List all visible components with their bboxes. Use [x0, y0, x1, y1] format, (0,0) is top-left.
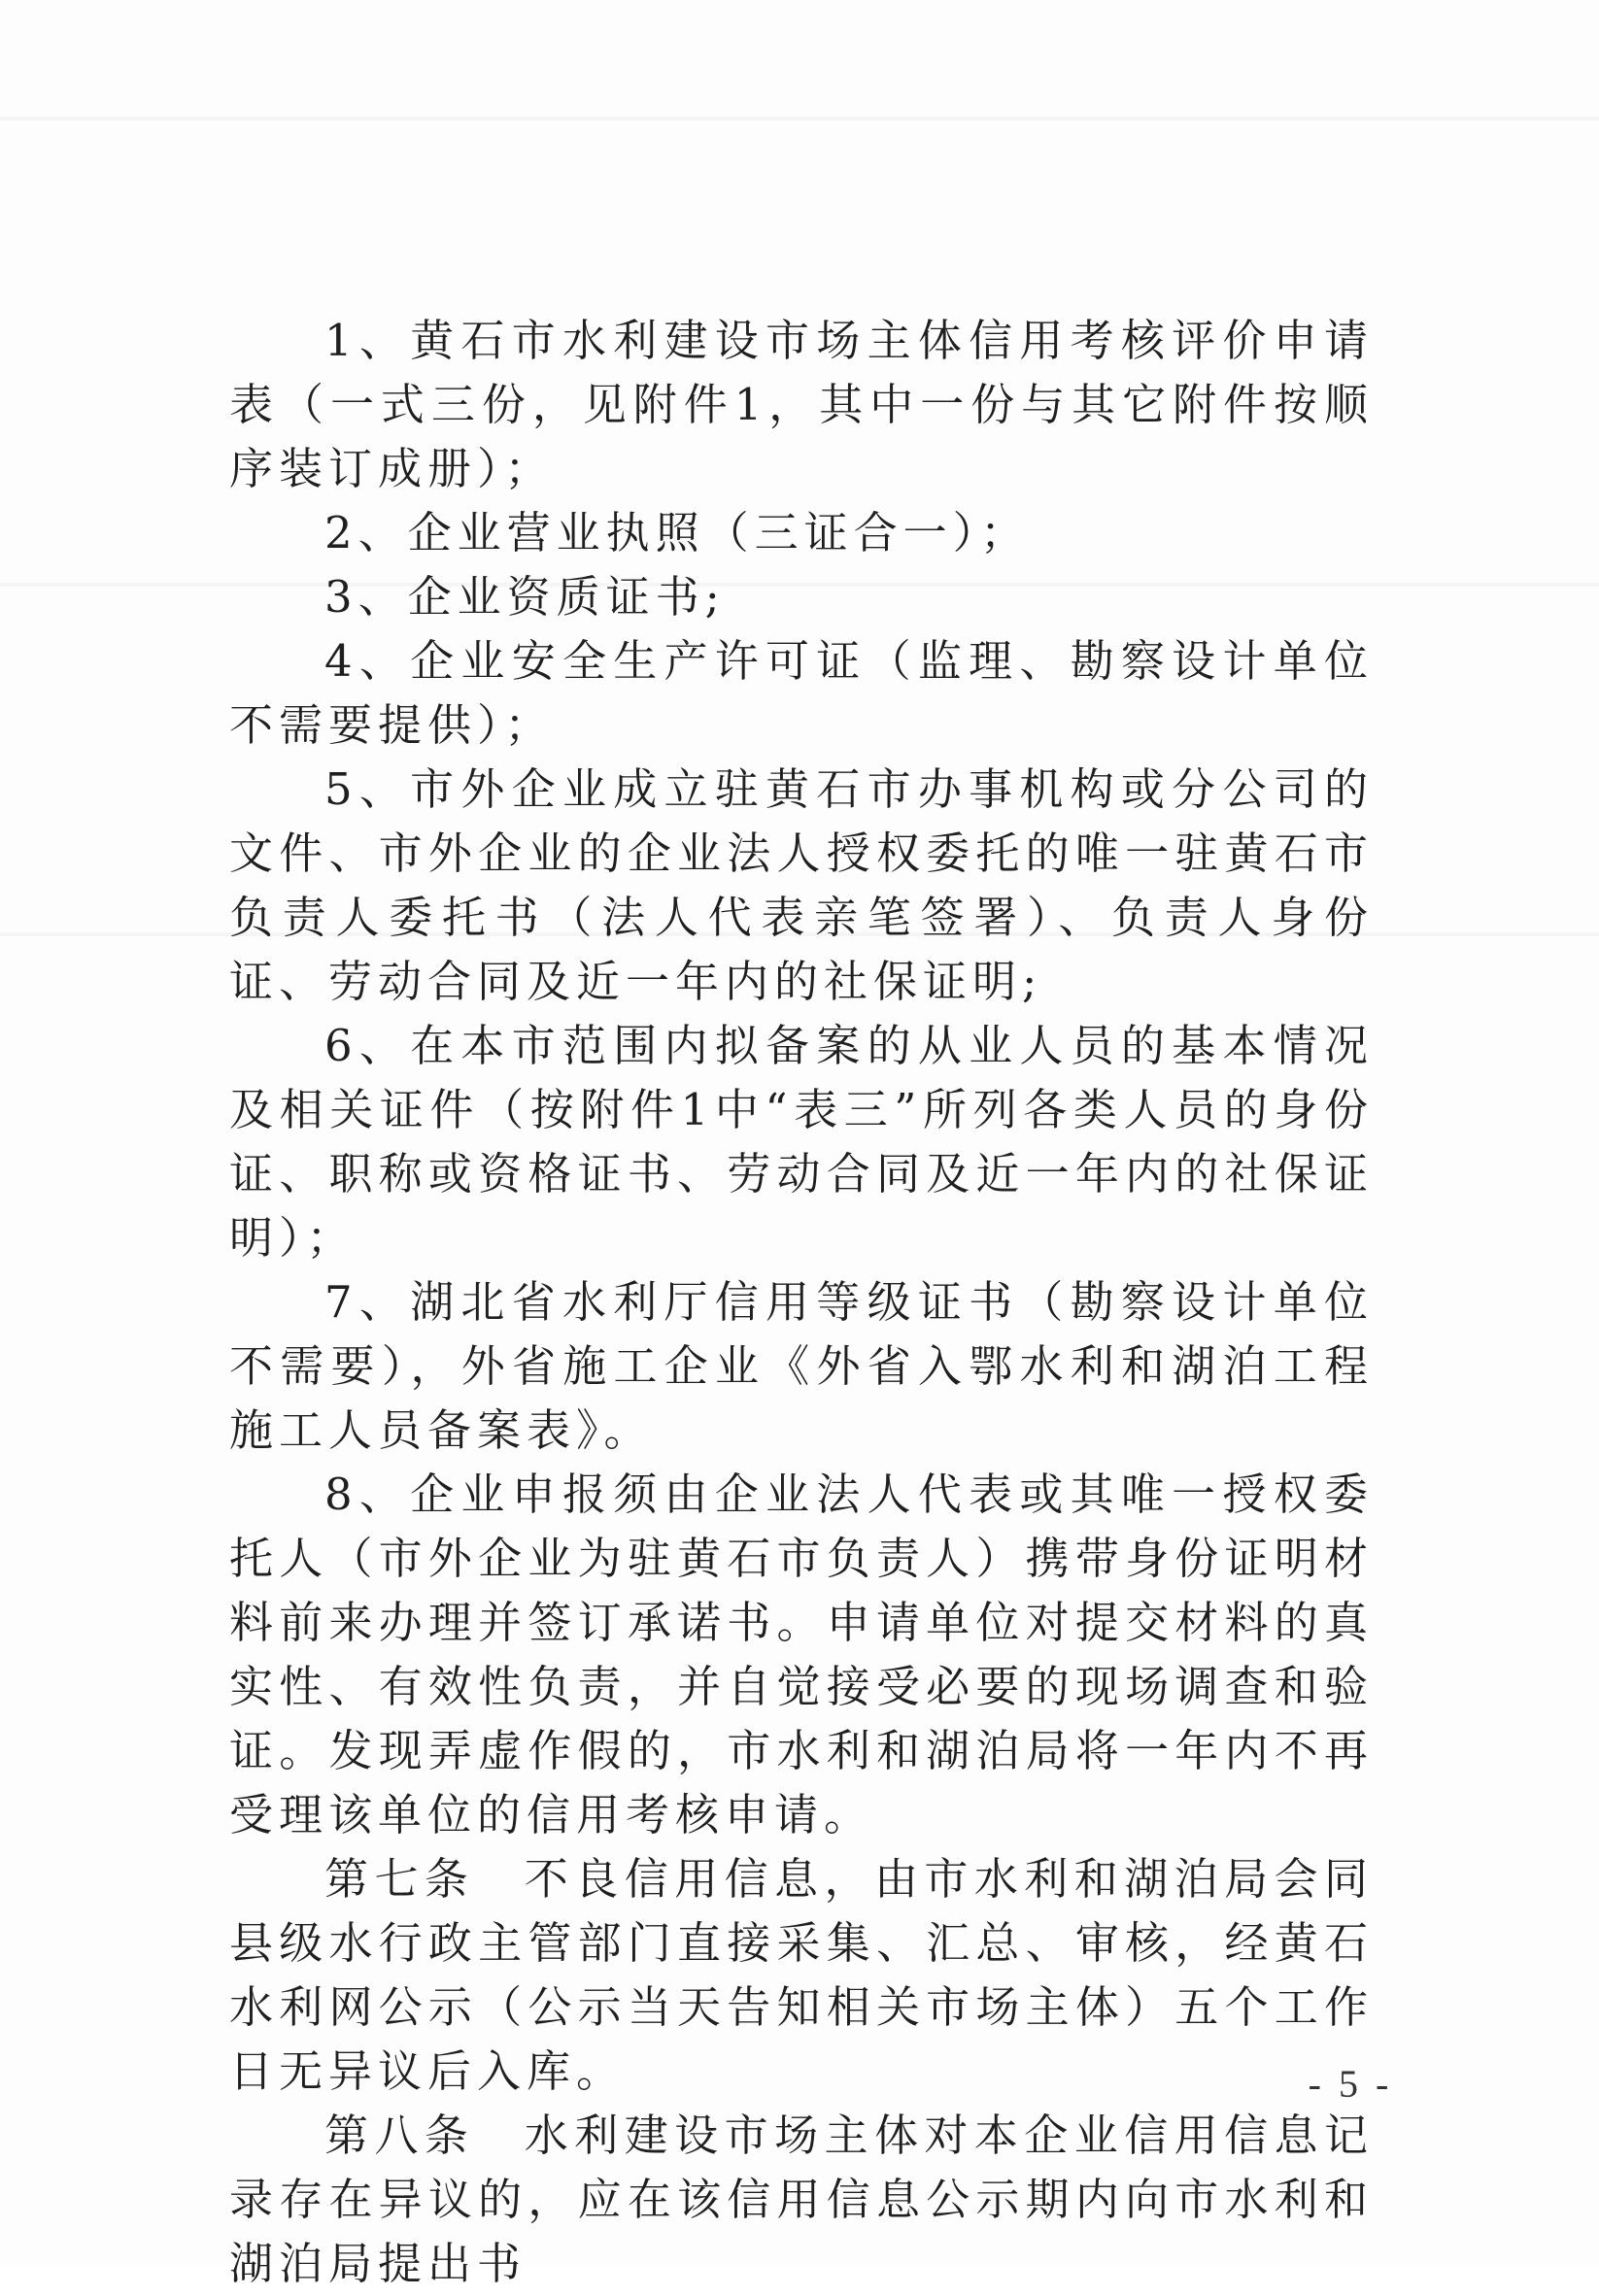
paragraph-item-2: 2、企业营业执照（三证合一）；	[324, 507, 1031, 558]
paragraph-item-6: 6、在本市范围内拟备案的从业人员的基本情况及相关证件（按附件1中“表三”所列各类人员的身份证、职称或资格证书、劳动合同及近一年内的社保证明）；	[229, 1020, 1374, 1264]
paragraph-item-4: 4、企业安全生产许可证（监理、勘察设计单位不需要提供）；	[229, 635, 1374, 751]
scan-artifact	[0, 117, 1599, 120]
article-7-paragraph: 第七条 不良信用信息，由市水利和湖泊局会同县级水行政主管部门直接采集、汇总、审核，经黄石水利网公示（公示当天告知相关市场主体）五个工作日无异议后入库。	[229, 1853, 1374, 2097]
page-number: - 5 -	[1308, 2062, 1393, 2106]
paragraph-item-8: 8、企业申报须由企业法人代表或其唯一授权委托人（市外企业为驻黄石市负责人）携带身份证明材料前来办理并签订承诺书。申请单位对提交材料的真实性、有效性负责，并自觉接受必要的现场调查和验证。发现弄虚作假的，市水利和湖泊局将一年内不再受理该单位的信用考核申请。	[229, 1469, 1374, 1840]
article-8-paragraph: 第八条 水利建设市场主体对本企业信用信息记录存在异议的，应在该信用信息公示期内向市水利和湖泊局提出书	[229, 2110, 1374, 2289]
paragraph-item-1: 1、黄石市水利建设市场主体信用考核评价申请表（一式三份，见附件1，其中一份与其它附件按顺序装订成册）；	[229, 315, 1374, 494]
paragraph-item-7: 7、湖北省水利厅信用等级证书（勘察设计单位不需要），外省施工企业《外省入鄂水利和湖泊工程施工人员备案表》。	[229, 1276, 1374, 1456]
paragraph-item-3: 3、企业资质证书;	[324, 571, 726, 623]
document-body	[229, 309, 1374, 2296]
paragraph-item-5: 5、市外企业成立驻黄石市办事机构或分公司的文件、市外企业的企业法人授权委托的唯一驻黄石市负责人委托书（法人代表亲笔签署）、负责人身份证、劳动合同及近一年内的社保证明;	[229, 763, 1374, 1007]
